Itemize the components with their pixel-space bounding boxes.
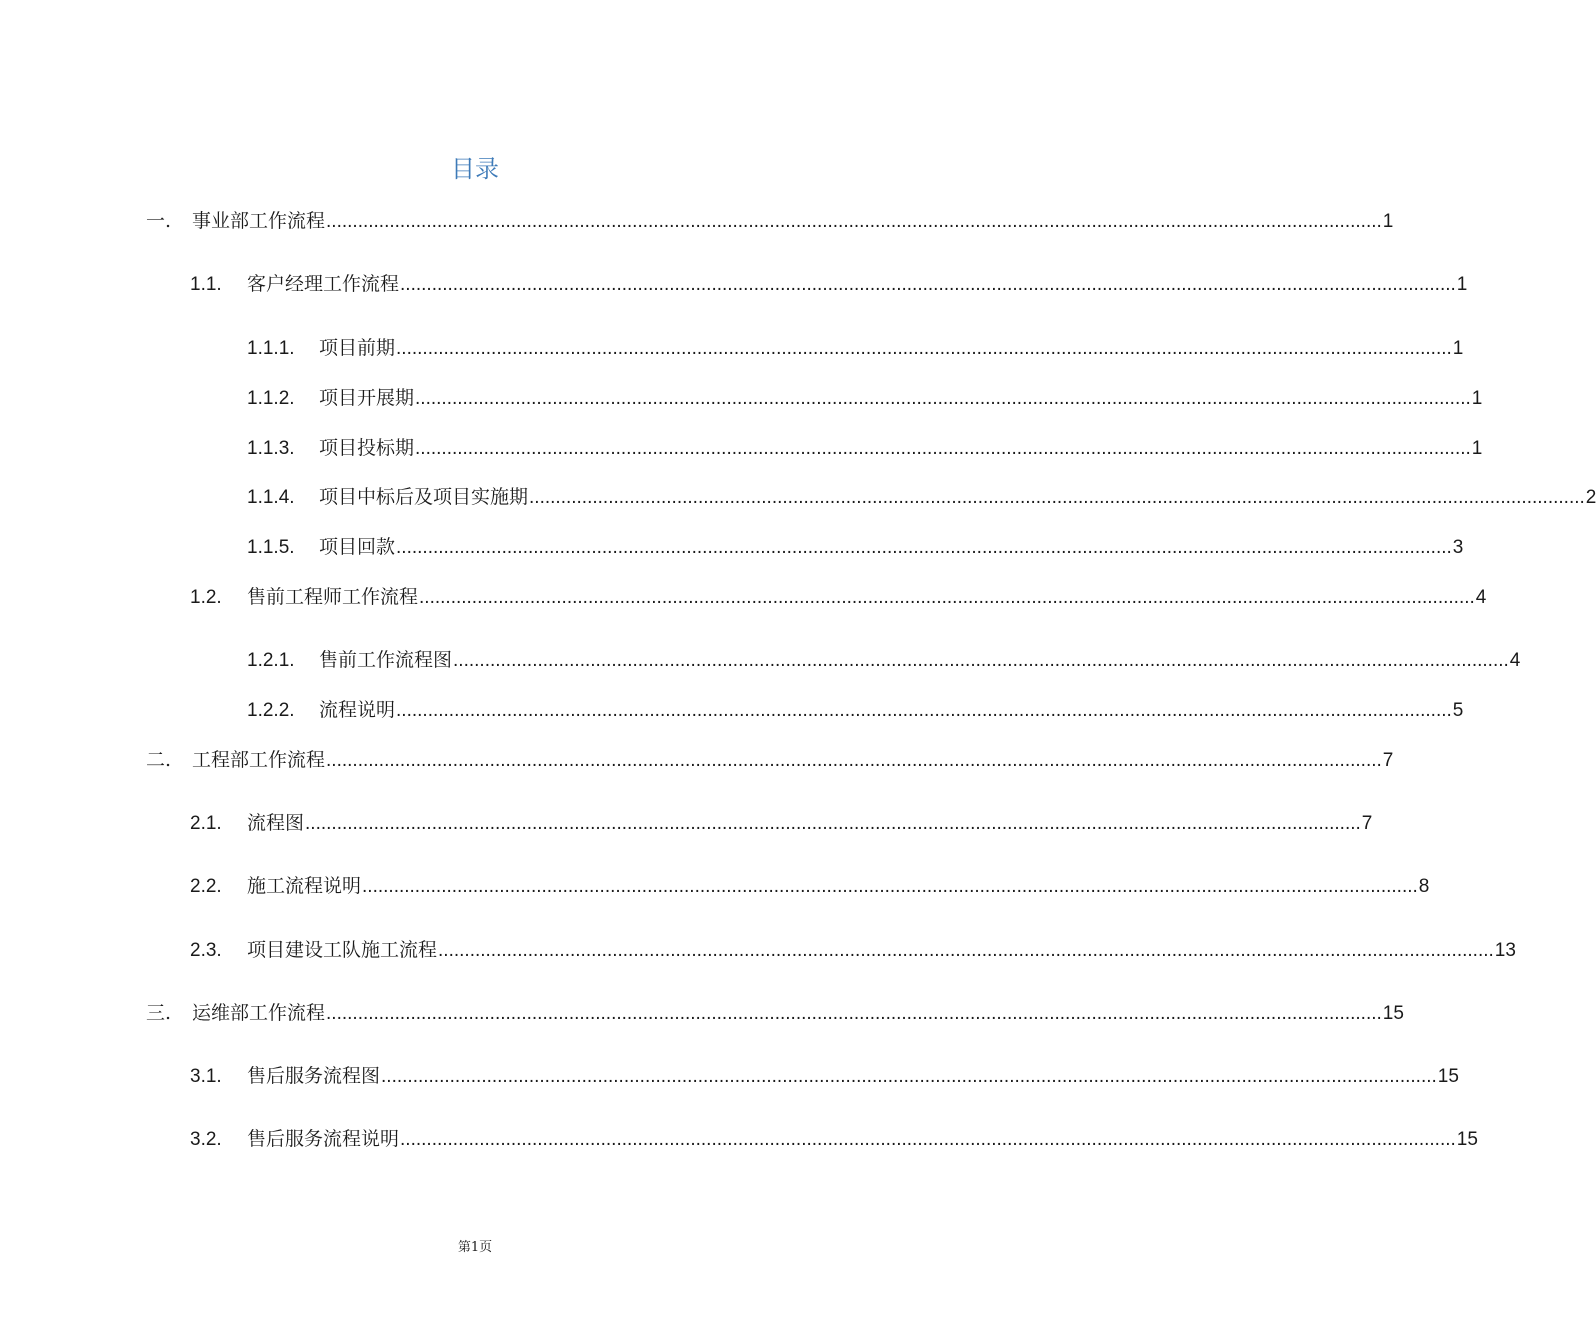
toc-entry-number: 3.1. (190, 1066, 222, 1087)
toc-leader-dots: ........................................................................................................................................................................................................ (362, 876, 1418, 897)
toc-entry-page: 15 (1456, 1129, 1478, 1150)
toc-entry-page: 15 (1437, 1066, 1459, 1087)
toc-entry-label: 售后服务流程图 (247, 1065, 381, 1087)
toc-entry-number: 1.2.1. (247, 650, 295, 671)
toc-entry-number: 2.3. (190, 940, 222, 961)
toc-entry[interactable] (190, 1125, 1478, 1153)
toc-entry-page: 13 (1494, 940, 1516, 961)
toc-entry-label: 流程图 (247, 812, 305, 834)
toc-entry-label: 项目回款 (319, 536, 396, 558)
toc-entry-label: 客户经理工作流程 (247, 273, 400, 295)
toc-entry[interactable] (146, 207, 1394, 235)
toc-entry-label: 流程说明 (319, 699, 396, 721)
toc-entry[interactable] (247, 434, 1483, 462)
toc-entry[interactable] (146, 999, 1404, 1027)
toc-entry[interactable] (190, 872, 1430, 900)
toc-leader-dots: ........................................................................................................................................................................................................ (326, 750, 1382, 771)
toc-entry-page: 2 (1585, 487, 1596, 508)
toc-entry-page: 7 (1382, 750, 1394, 771)
toc-entry-label: 售前工程师工作流程 (247, 586, 419, 608)
toc-entry[interactable] (190, 809, 1373, 837)
toc-entry-label: 项目投标期 (319, 437, 415, 459)
toc-entry-page: 1 (1452, 338, 1464, 359)
toc-entry[interactable] (247, 646, 1521, 674)
toc-leader-dots: ........................................................................................................................................................................................................ (326, 211, 1382, 232)
toc-leader-dots: ........................................................................................................................................................................................................ (396, 700, 1452, 721)
toc-leader-dots: ........................................................................................................................................................................................................ (453, 650, 1509, 671)
toc-leader-dots: ........................................................................................................................................................................................................ (381, 1066, 1437, 1087)
toc-entry-label: 运维部工作流程 (192, 1002, 326, 1024)
toc-entry[interactable] (190, 270, 1468, 298)
toc-entry-page: 7 (1361, 813, 1373, 834)
toc-entry-label: 工程部工作流程 (192, 749, 326, 771)
toc-entry-label: 项目开展期 (319, 387, 415, 409)
toc-entry-label: 项目建设工队施工流程 (247, 939, 438, 961)
toc-entry-page: 8 (1418, 876, 1430, 897)
toc-entry-label: 施工流程说明 (247, 875, 362, 897)
toc-entry-page: 15 (1382, 1003, 1404, 1024)
toc-leader-dots: ........................................................................................................................................................................................................ (415, 438, 1471, 459)
toc-leader-dots: ........................................................................................................................................................................................................ (396, 537, 1452, 558)
toc-entry-number: 3.2. (190, 1129, 222, 1150)
toc-entry-number: 1.1.5. (247, 537, 295, 558)
toc-entry-page: 1 (1456, 274, 1468, 295)
toc-leader-dots: ........................................................................................................................................................................................................ (415, 388, 1471, 409)
toc-entry[interactable] (247, 334, 1464, 362)
toc-entry-number: 2.1. (190, 813, 222, 834)
toc-title: 目录 (451, 155, 499, 183)
toc-entry-number: 1.2.2. (247, 700, 295, 721)
toc-entry-page: 3 (1452, 537, 1464, 558)
toc-entry-number: 1.1.4. (247, 487, 295, 508)
toc-entry-number: 1.1.3. (247, 438, 295, 459)
toc-entry[interactable] (190, 936, 1516, 964)
toc-entry-number: 1.2. (190, 587, 222, 608)
toc-entry-label: 售前工作流程图 (319, 649, 453, 671)
toc-entry-page: 5 (1452, 700, 1464, 721)
toc-entry-page: 4 (1475, 587, 1487, 608)
toc-entry-page: 1 (1471, 438, 1483, 459)
toc-leader-dots: ........................................................................................................................................................................................................ (438, 940, 1494, 961)
toc-leader-dots: ........................................................................................................................................................................................................ (400, 274, 1456, 295)
toc-entry-number: 1.1.2. (247, 388, 295, 409)
toc-entry-label: 售后服务流程说明 (247, 1128, 400, 1150)
toc-leader-dots: ........................................................................................................................................................................................................ (305, 813, 1361, 834)
toc-leader-dots: ........................................................................................................................................................................................................ (400, 1129, 1456, 1150)
toc-entry[interactable] (146, 746, 1394, 774)
toc-entry-number: 1.1.1. (247, 338, 295, 359)
toc-entry-label: 事业部工作流程 (192, 210, 326, 232)
toc-leader-dots: ........................................................................................................................................................................................................ (419, 587, 1475, 608)
toc-entry[interactable] (247, 483, 1596, 511)
toc-entry-page: 4 (1509, 650, 1521, 671)
toc-entry-number: 1.1. (190, 274, 222, 295)
toc-entry-number: 2.2. (190, 876, 222, 897)
toc-entry[interactable] (247, 696, 1464, 724)
toc-leader-dots: ........................................................................................................................................................................................................ (326, 1003, 1382, 1024)
toc-entry-number: 三. (146, 1002, 172, 1024)
toc-entry-number: 二. (146, 749, 172, 771)
page-footer: 第1页 (457, 1240, 493, 1255)
toc-entry[interactable] (247, 533, 1464, 561)
toc-entry-number: 一. (146, 210, 172, 232)
toc-entry[interactable] (247, 384, 1483, 412)
toc-leader-dots: ........................................................................................................................................................................................................ (529, 487, 1585, 508)
toc-entry-label: 项目前期 (319, 337, 396, 359)
toc-entry[interactable] (190, 583, 1487, 611)
toc-entry-label: 项目中标后及项目实施期 (319, 486, 529, 508)
toc-leader-dots: ........................................................................................................................................................................................................ (396, 338, 1452, 359)
toc-entry-page: 1 (1471, 388, 1483, 409)
toc-entry[interactable] (190, 1062, 1459, 1090)
toc-entry-page: 1 (1382, 211, 1394, 232)
